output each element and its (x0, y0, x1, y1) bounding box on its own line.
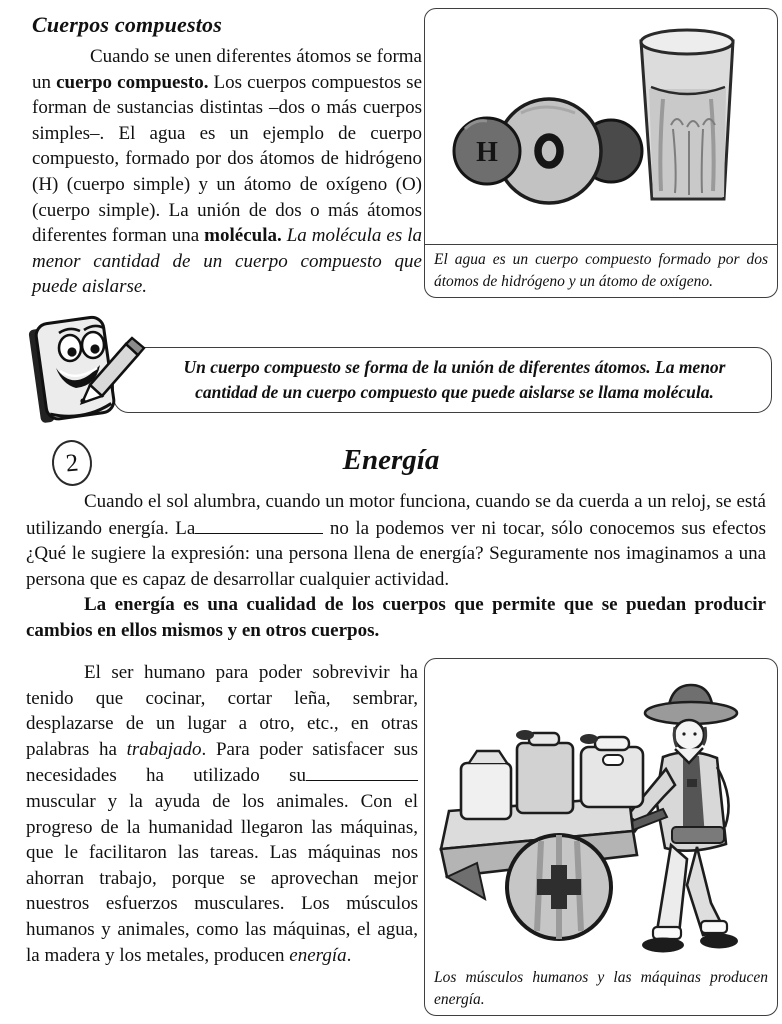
energy-p3-seg-3: muscular y la ayuda de los animales. Con el progreso de la humanidad llegaron las máquinas, que le facilitaron las tareas. Las máquinas nos ahorran trabajo, porque se aprovechan mejor nuestros esfuerzos musculares. Los músculos humanos y animales, como las máquinas, el agua, la madera y los metales, producen (26, 791, 418, 966)
energy-p3-italic-1: trabajado (126, 738, 202, 760)
water-molecule-and-glass-illustration (425, 9, 774, 221)
energy-p1-after-blank: no la podemos ver ni tocar, sólo conocemos sus efectos ¿Qué le sugiere la expresión: una persona llena de energía? Seguramente nos imaginamos a una persona que es capaz de desarrollar cualquier actividad. (26, 517, 766, 590)
energy-p3-italic-2: energía (289, 944, 347, 966)
fill-in-blank-1 (195, 515, 323, 534)
compounds-title: Cuerpos compuestos (32, 12, 223, 37)
cart-figure-box (424, 658, 778, 1016)
energy-p3-seg-4: . (346, 944, 352, 966)
energy-body-column (26, 660, 418, 968)
compounds-text-italic: La molécula es la menor cantidad de un cuerpo compuesto que puede aislarse. (32, 225, 422, 298)
water-figure-caption: El agua es un cuerpo compuesto formado por dos átomos de hidrógeno y un átomo de oxígeno. (425, 244, 777, 297)
compounds-text-1: Cuando se unen diferentes átomos se forma un (32, 46, 422, 93)
cart-figure-caption: Los músculos humanos y las máquinas producen energía. (434, 969, 768, 1008)
section-number-badge: 2 (50, 438, 94, 487)
compounds-text-bold-1: cuerpo compuesto. (56, 71, 209, 93)
energy-p3-seg-1: El ser humano para poder sobrevivir ha tenido que cocinar, cortar leña, sembrar, desplazarse de un lugar a otro, etc., en otras palabras ha (26, 662, 418, 760)
hydrogen-label: H (476, 137, 498, 168)
energy-intro (26, 489, 766, 644)
notebook-mascot-icon (14, 306, 146, 432)
fill-in-blank-2 (306, 762, 418, 781)
summary-callout-text: Un cuerpo compuesto se forma de la unión de diferentes átomos. La menor cantidad de un cuerpo compuesto que puede aislarse se llama molécula. (183, 357, 726, 402)
man-pulling-cart-illustration (425, 659, 774, 959)
energy-paragraph-1 (26, 489, 766, 592)
energy-paragraph-3 (26, 660, 418, 968)
compounds-section (32, 12, 422, 300)
energy-paragraph-2-bold: La energía es una cualidad de los cuerpos que permite que se puedan producir cambios en ellos mismos y en otros cuerpos. (26, 594, 766, 642)
water-figure-box (424, 8, 778, 298)
energy-p3-seg-2: . Para poder satisfacer sus necesidades ha utilizado su (26, 738, 418, 787)
compounds-paragraph (32, 44, 422, 300)
energy-p1-before-blank: Cuando el sol alumbra, cuando un motor funciona, cuando se da cuerda a un reloj, se está utilizando energía. La (26, 491, 766, 539)
energy-title: Energía (342, 444, 440, 476)
compounds-text-bold-2: molécula. (204, 225, 282, 247)
summary-callout (113, 347, 772, 413)
compounds-text-2: Los cuerpos compuestos se forman de sustancias distintas –dos o más cuerpos simples–. El agua es un ejemplo de cuerpo compuesto, formado por dos átomos de hidrógeno (H) (cuerpo simple) y un átomo de oxígeno (O) (cuerpo simple). La unión de dos o más átomos diferentes forman una (32, 71, 422, 247)
